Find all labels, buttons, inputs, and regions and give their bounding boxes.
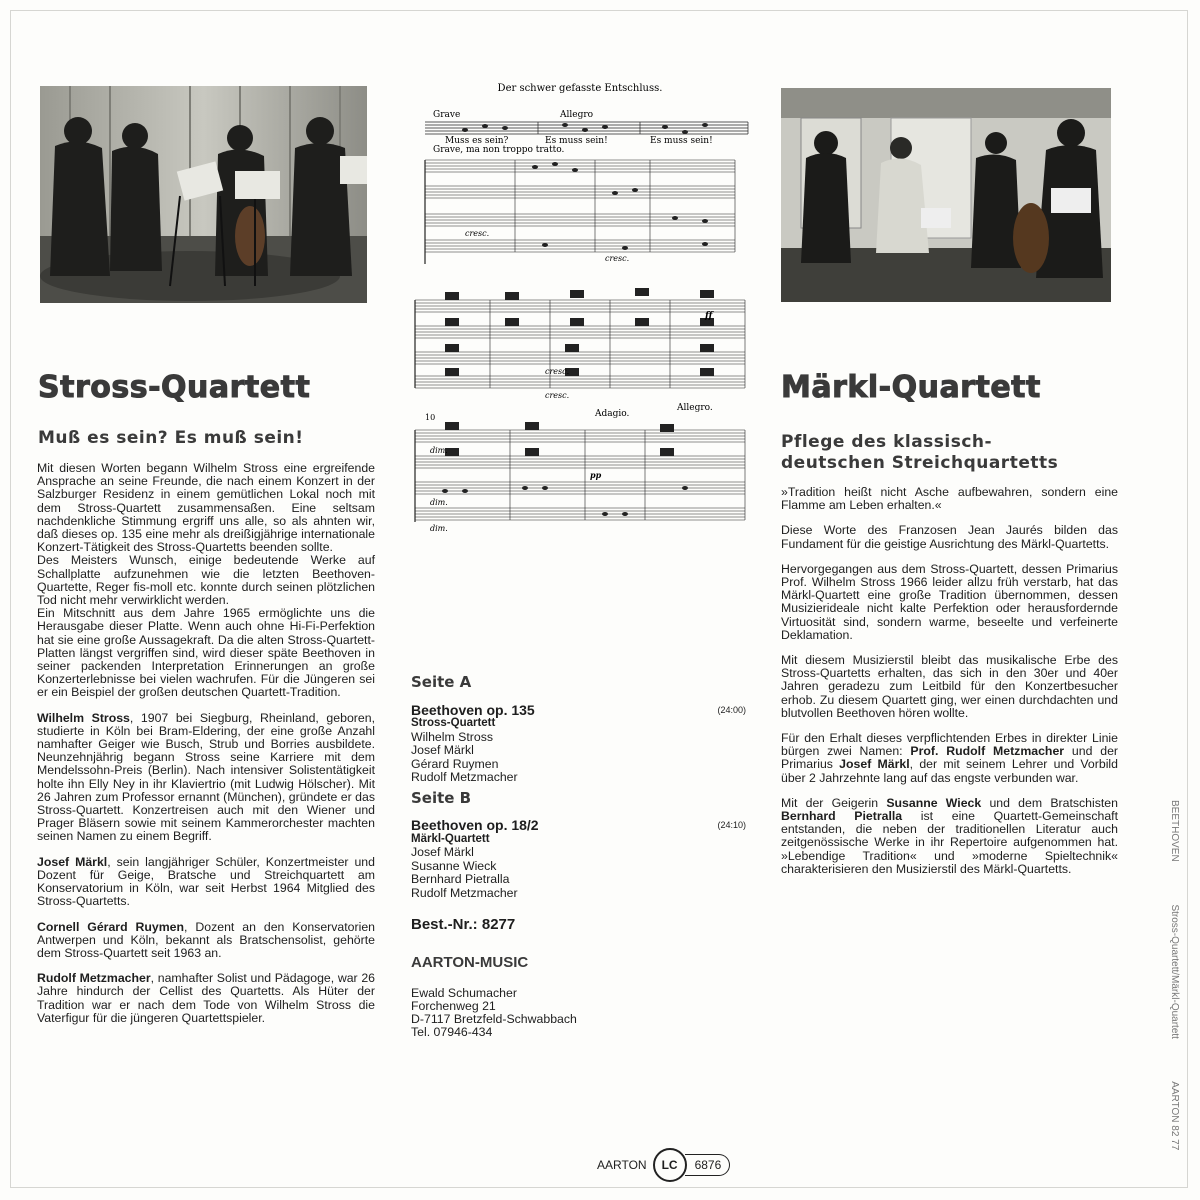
score-cresc-2: cresc. xyxy=(605,254,630,263)
bio-rudolf-metzmacher xyxy=(37,972,375,1025)
member-b-3: Bernhard Pietralla xyxy=(411,872,510,886)
bio-text: , Dozent an den Konservatorien Antwerpen und Köln, bekannt als Bratschensolist, gehörte dem Stross-Quartett seit 1963 an. xyxy=(37,919,375,960)
bio-name: Wilhelm Stross xyxy=(37,710,130,725)
score-allegro-2: Allegro. xyxy=(677,403,713,413)
member-a-4: Rudolf Metzmacher xyxy=(411,770,518,784)
address-line: Tel. 07946-434 xyxy=(411,1025,493,1039)
stross-quartet-photo xyxy=(40,86,367,303)
work-b-duration: (24:10) xyxy=(717,820,746,830)
maerkl-paragraph-1: Diese Worte des Franzosen Jean Jaurés bilden das Fundament für die geistige Ausrichtung des Märkl-Quartetts. xyxy=(781,523,1118,551)
score-answer-2: Es muss sein! xyxy=(650,136,713,146)
score-grave-label: Grave xyxy=(433,110,461,120)
address-line: Ewald Schumacher xyxy=(411,986,517,1000)
maerkl-quartet-title: Märkl-Quartett xyxy=(781,370,1041,405)
maerkl-paragraph-5 xyxy=(781,797,1118,876)
stross-quartet-title: Stross-Quartett xyxy=(38,370,311,405)
name-wieck: Susanne Wieck xyxy=(886,795,982,810)
maerkl-paragraph-3: Mit diesem Musizierstil bleibt das musikalische Erbe des Stross-Quartetts erhalten, das sich in den 30er und 40er Jahren geradezu zum Leitbild für den Konzertbesucher erhob. Zu diesem Quartett ging, wer einen durchdachten und blutvollen Beethoven hören wollte. xyxy=(781,653,1118,720)
spine-ensembles: Stross-Quartett/Märkl-Quartett xyxy=(1169,904,1180,1039)
bio-text: , sein langjähriger Schüler, Konzertmeister und Dozent für Geige, Bratsche und Streichquartett am Konservatorium in Köln, war seit Herbst 1964 Mitglied des Stross-Quartetts. xyxy=(37,854,375,909)
score-cresc-3: cresc. xyxy=(545,367,570,376)
score-system-1 xyxy=(425,160,735,264)
name-pietralla: Bernhard Pietralla xyxy=(781,809,903,824)
work-b-title: Beethoven op. 18/2 xyxy=(411,817,539,833)
motto-staff xyxy=(425,122,748,134)
stross-intro: Mit diesen Worten begann Wilhelm Stross eine ergreifende Ansprache an seine Freunde, die nach einem Konzert in der Salzburger Residenz in einem gemütlichen Lokal noch mit dem Stross-Quartett zusammensaßen. Eine seltsam nachdenkliche Stimmung ergriff uns alle, so als ahnten wir, daß dieses op. 135 eine mehr als dreißigjährige internationale Konzert-Tätigkeit des Stross-Quartetts beenden sollte. xyxy=(37,461,375,555)
text-span: Mit der Geigerin xyxy=(781,795,887,810)
side-a-title: Seite A xyxy=(411,673,472,691)
catalog-number: Best.-Nr.: 8277 xyxy=(411,916,516,933)
lc-mark: LC xyxy=(653,1148,687,1182)
logo-aarton: AARTON xyxy=(597,1158,647,1172)
score-question: Muss es sein? xyxy=(445,136,509,146)
lc-number: 6876 xyxy=(685,1154,731,1176)
ensemble-a: Stross-Quartett xyxy=(411,717,496,729)
maerkl-quote: »Tradition heißt nicht Asche aufbewahren, sondern eine Flamme am Leben erhalten.« xyxy=(781,485,1118,513)
text-span: ist eine Quartett-Gemeinschaft entstanden, die neben der traditionellen Literatur auch zeitgenössische Werke in ihr Repertoire aufgenommen hat. »Lebendige Tradition« und »moderne Spieltechnik« charakterisieren den Musizierstil des Märkl-Quartetts. xyxy=(781,809,1118,876)
address-line: Forchenweg 21 xyxy=(411,999,496,1013)
maerkl-paragraph-4 xyxy=(781,732,1118,785)
name-maerkl: Josef Märkl xyxy=(839,757,910,772)
maerkl-subtitle-1: Pflege des klassisch- xyxy=(781,432,993,452)
text-span: und der Primarius xyxy=(781,744,1119,772)
label-name: AARTON-MUSIC xyxy=(411,953,529,971)
member-a-2: Josef Märkl xyxy=(411,743,474,757)
bio-text: , namhafter Solist und Pädagoge, war 26 Jahre hindurch der Cellist des Quartetts. Als Hüter der Tradition war er nach dem Tode von Wilhelm Stross die Vaterfigur für die jüngeren Quartettspieler. xyxy=(37,971,375,1025)
score-system-3 xyxy=(415,430,745,522)
score-system-2 xyxy=(415,300,745,388)
work-a-title: Beethoven op. 135 xyxy=(411,701,535,718)
text-span: , der mit seinem Lehrer und Vorbild über 2 Jahrzehnte lang auf das engste verbunden war. xyxy=(781,757,1118,785)
score-cresc-1: cresc. xyxy=(465,229,490,238)
stross-subtitle: Muß es sein? Es muß sein! xyxy=(38,428,304,448)
score-cresc-4: cresc. xyxy=(545,391,570,400)
score-answer: Es muss sein! xyxy=(545,136,608,146)
score-tempo: Grave, ma non troppo tratto. xyxy=(433,145,565,155)
label-code-logo xyxy=(597,1148,730,1182)
stross-text-column xyxy=(37,462,375,1037)
bio-text: , 1907 bei Siegburg, Rheinland, geboren, studierte in Köln bei Bram-Eldering, der eine große Anzahl namhafter Geiger wie Busch, Strub und Borries ausbildete. Neunzehnjährig begann Stross seine Karriere mit dem Mendelssohn-Preis (Berlin). Nach intensiver Solistentätigkeit holte ihn Elly Ney in ihr Klaviertrio (mit Ludwig Hölscher). Mit 26 Jahren zum Professor ernannt (München), gründete er das Stross-Quartett. Konzertreisen auch mit den Wiener und Prager Bläsern sowie mit seinem Kammerorchester machten seinen Namen zu einem Begriff. xyxy=(37,710,375,844)
maerkl-paragraph-2: Hervorgegangen aus dem Stross-Quartett, dessen Primarius Prof. Wilhelm Stross 1966 leider allzu früh verstarb, hat das Märkl-Quartett eine große Tradition übernommen, dessen Musizierideale nicht kalte Perfektion oder herausfordernde Virtuosität sind, sondern warme, beseelte und verfeinerte Deklamation. xyxy=(781,561,1118,642)
bio-gerard-ruymen xyxy=(37,921,375,961)
spine-text xyxy=(1169,800,1180,1200)
score-bar-number: 10 xyxy=(425,413,436,422)
bio-name: Josef Märkl xyxy=(37,854,108,869)
work-a xyxy=(411,701,746,718)
stross-paragraph-3: Ein Mitschnitt aus dem Jahre 1965 ermöglichte uns die Herausgabe dieser Platte. Wenn auch ohne Hi-Fi-Perfektion hat sie eine große Aussagekraft. Da die alten Stross-Quartett-Platten längst vergriffen sind, wird dieser späte Beethoven in seiner packenden Interpretation Erinnerungen an große Konzerterlebnisse bei vielen wachrufen. Für die Jüngeren sei er ein Beispiel der großen deutschen Quartett-Tradition. xyxy=(37,606,375,700)
work-b xyxy=(411,819,746,833)
side-b-title: Seite B xyxy=(411,788,472,807)
name-metzmacher: Prof. Rudolf Metzmacher xyxy=(910,744,1065,759)
bio-josef-maerkl xyxy=(37,856,375,909)
score-title: Der schwer gefasste Entschluss. xyxy=(497,83,663,94)
text-span: Für den Erhalt dieses verpflichtenden Erbes in direkter Linie bürgen zwei Namen: xyxy=(781,731,1118,759)
score-dim-1: dim. xyxy=(430,446,448,455)
member-b-4: Rudolf Metzmacher xyxy=(411,885,518,900)
member-b-2: Susanne Wieck xyxy=(411,858,497,873)
work-a-duration: (24:00) xyxy=(717,704,746,715)
score-dim-3: dim. xyxy=(430,524,448,533)
spine-composer: BEETHOVEN xyxy=(1169,800,1180,862)
score-ff: ff xyxy=(705,311,713,321)
bio-wilhelm-stross xyxy=(37,712,375,844)
member-b-1: Josef Märkl xyxy=(411,845,474,859)
text-span: und dem Bratschisten xyxy=(981,795,1118,810)
bio-name: Cornell Gérard Ruymen xyxy=(37,919,185,934)
bio-name: Rudolf Metzmacher xyxy=(37,971,151,986)
score-system-1-notes xyxy=(532,162,708,250)
spine-catalog: AARTON 82 77 xyxy=(1169,1081,1180,1151)
track-listing xyxy=(411,673,751,1039)
score-pp: pp xyxy=(590,470,602,480)
address-block xyxy=(411,987,751,1039)
stross-paragraph-2: Des Meisters Wunsch, einige bedeutende Werke auf Schallplatte aufzunehmen wie die letzten Beethoven-Quartette, Reger fis-moll etc. konnte durch seinen plötzlichen Tod nicht mehr verwirklicht werden. xyxy=(37,553,375,608)
maerkl-quartet-photo xyxy=(781,88,1111,302)
maerkl-subtitle-2: deutschen Streichquartetts xyxy=(781,453,1059,473)
ensemble-b: Märkl-Quartett xyxy=(411,832,490,845)
maerkl-text-column xyxy=(781,486,1118,888)
member-a-1: Wilhelm Stross xyxy=(411,729,493,744)
score-excerpt xyxy=(405,78,755,548)
score-dim-2: dim. xyxy=(430,498,448,507)
score-allegro-label: Allegro xyxy=(560,110,594,120)
score-adagio: Adagio. xyxy=(595,409,630,419)
member-a-3: Gérard Ruymen xyxy=(411,756,499,771)
address-line: D-7117 Bretzfeld-Schwabbach xyxy=(411,1012,577,1026)
